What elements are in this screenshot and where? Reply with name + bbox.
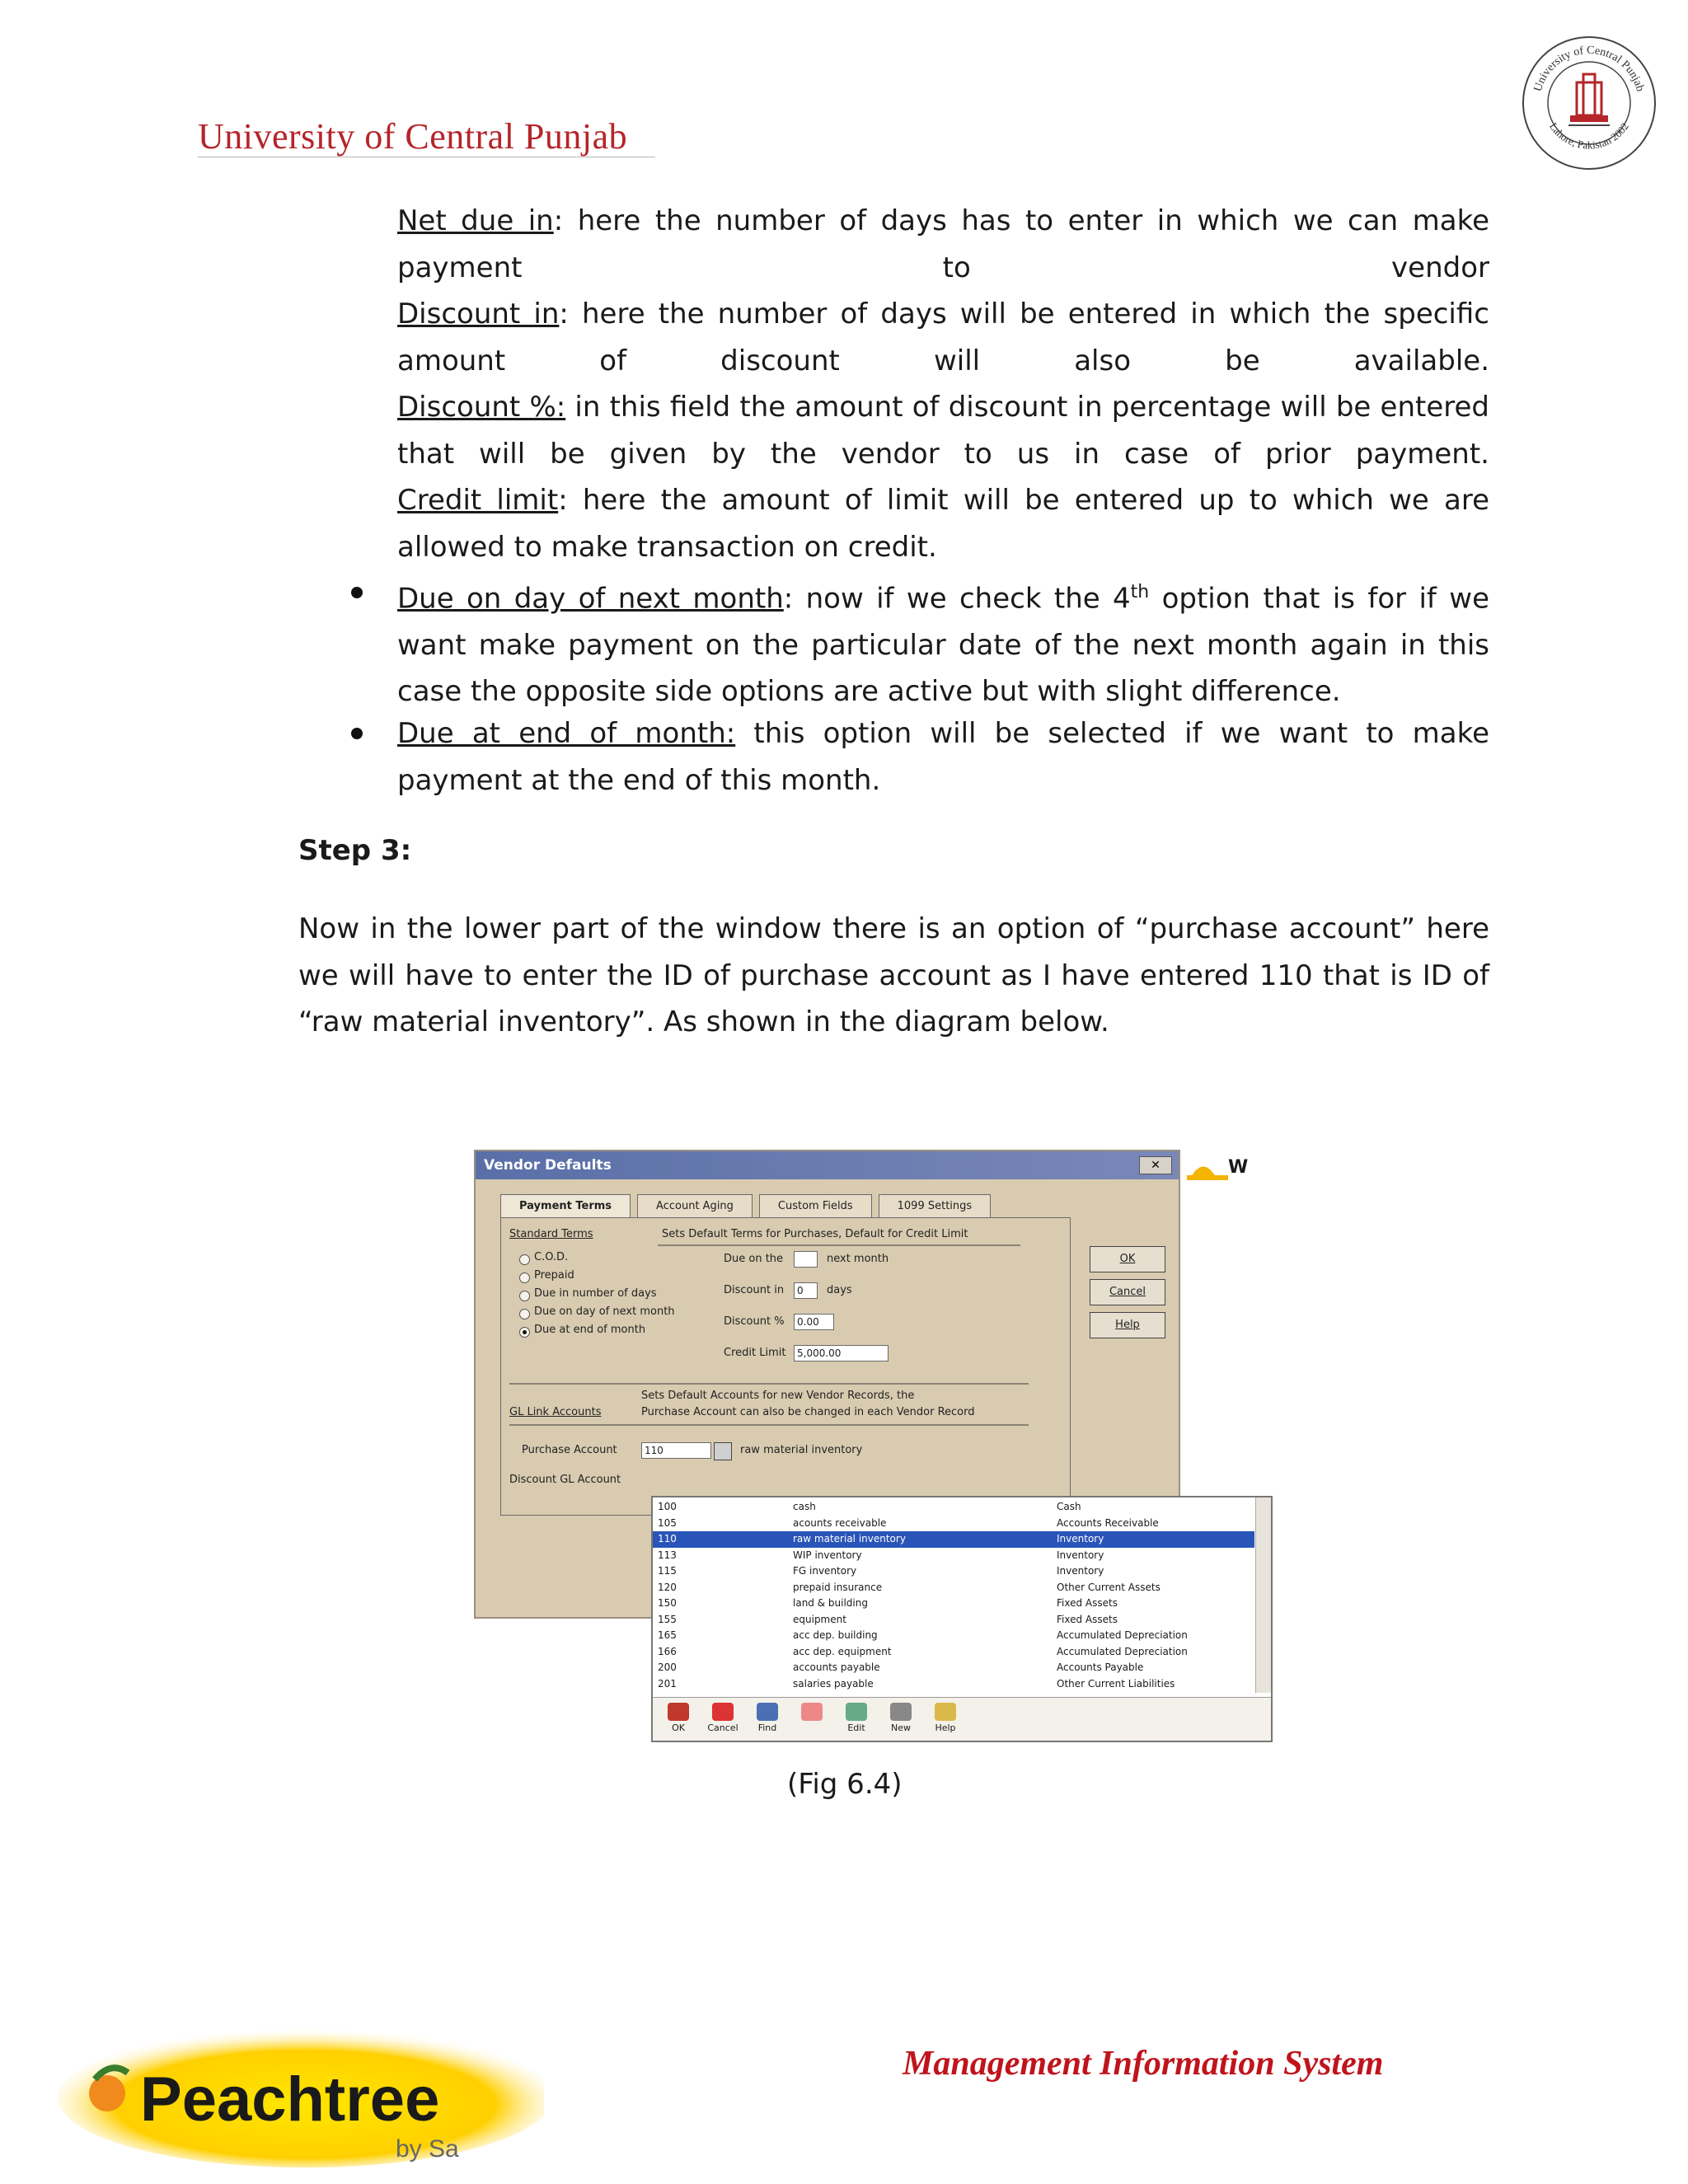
bullet-next-month: Due on day of next month: now if we check the 4th option that is for if we want make payment on the particular date of the next month again in this case the opposite side options are active but with slight difference. <box>397 582 1489 709</box>
account-id: 100 <box>658 1501 677 1512</box>
account-id: 165 <box>658 1629 677 1641</box>
discount-in-para: Discount in: here the number of days will be entered in which the specific amount of discount will also be available. <box>397 298 1489 377</box>
dropdown-toolbar <box>653 1697 1271 1741</box>
dropdown-row[interactable] <box>653 1580 1254 1596</box>
credit-limit-para: Credit limit: here the amount of limit will be entered up to which we are allowed to make transaction on credit. <box>397 484 1489 564</box>
divider <box>509 1383 1029 1385</box>
days-label: days <box>827 1284 852 1296</box>
net-due-para: Net due in: here the number of days has to enter in which we can make payment to vendor <box>397 204 1489 284</box>
step3-paragraph: Now in the lower part of the window there is an option of “purchase account” here we will have to enter the ID of purchase account as I have entered 110 that is ID of “raw material inventory”. As shown in the diagram below. <box>298 912 1489 1038</box>
account-type: Fixed Assets <box>1057 1613 1118 1625</box>
gl-link-label: GL Link Accounts <box>509 1406 602 1418</box>
dropdown-row[interactable] <box>653 1628 1254 1644</box>
credit-limit-label: Credit Limit <box>724 1347 786 1359</box>
account-id: 105 <box>658 1516 677 1529</box>
account-id: 120 <box>658 1581 677 1593</box>
dropdown-row[interactable] <box>653 1516 1254 1532</box>
account-id: 200 <box>658 1661 677 1673</box>
tab-custom-fields[interactable]: Custom Fields <box>759 1194 872 1218</box>
toolbar-new-button[interactable]: New <box>882 1703 920 1733</box>
help-button[interactable]: Help <box>1090 1312 1165 1338</box>
ok-button[interactable]: OK <box>1090 1246 1165 1272</box>
radio-due-next-month[interactable] <box>519 1309 530 1319</box>
radio-label: Prepaid <box>534 1269 574 1282</box>
dropdown-row[interactable] <box>653 1660 1254 1676</box>
account-id: 115 <box>658 1565 677 1577</box>
brand-partial: W <box>1228 1157 1249 1178</box>
discount-in-field[interactable]: 0 <box>794 1282 818 1299</box>
account-lookup-dropdown <box>651 1496 1273 1742</box>
radio-cod[interactable] <box>519 1254 530 1265</box>
payment-terms-panel <box>500 1217 1071 1516</box>
account-description: raw material inventory <box>793 1533 906 1544</box>
radio-due-end-month[interactable] <box>519 1327 530 1338</box>
account-type: Cash <box>1057 1501 1081 1512</box>
due-on-field[interactable] <box>794 1251 818 1268</box>
cancel-button[interactable]: Cancel <box>1090 1279 1165 1305</box>
account-description: salaries payable <box>793 1677 874 1690</box>
course-title: Management Information System <box>903 2045 1384 2083</box>
account-description: equipment <box>793 1613 846 1625</box>
credit-limit-field[interactable]: 5,000.00 <box>794 1345 889 1361</box>
next-month-label: next month <box>827 1253 889 1265</box>
account-description: acc dep. building <box>793 1629 878 1641</box>
vendor-defaults-figure <box>470 1146 1294 1739</box>
dropdown-row[interactable] <box>653 1531 1254 1548</box>
account-description: cash <box>793 1501 816 1512</box>
tab-payment-terms[interactable]: Payment Terms <box>500 1194 631 1218</box>
radio-label: Due at end of month <box>534 1324 646 1336</box>
purchase-account-label: Purchase Account <box>522 1444 617 1456</box>
purchase-account-field[interactable]: 110 <box>641 1442 711 1459</box>
svg-text:Lahore, Pakistan 2002: Lahore, Pakistan 2002 <box>1546 120 1631 152</box>
account-type: Accumulated Depreciation <box>1057 1645 1188 1657</box>
radio-label: C.O.D. <box>534 1251 569 1263</box>
discount-pct-para: Discount %: in this field the amount of discount in percentage will be entered that will be given by the vendor to us in case of prior payment. <box>397 391 1489 471</box>
tab-1099-settings[interactable]: 1099 Settings <box>879 1194 992 1218</box>
radio-label: Due in number of days <box>534 1287 657 1300</box>
purchase-account-desc: raw material inventory <box>740 1444 863 1456</box>
paragraph-definitions <box>397 198 1489 570</box>
account-type: Accounts Payable <box>1057 1661 1144 1673</box>
account-description: WIP inventory <box>793 1549 862 1561</box>
toolbar-help-button[interactable]: Help <box>926 1703 964 1733</box>
account-id: 150 <box>658 1597 677 1609</box>
standard-terms-desc: Sets Default Terms for Purchases, Default for Credit Limit <box>662 1228 968 1240</box>
account-type: Inventory <box>1057 1565 1104 1577</box>
divider <box>658 1244 1020 1246</box>
tab-account-aging[interactable]: Account Aging <box>637 1194 753 1218</box>
toolbar-edit-button[interactable]: Edit <box>837 1703 875 1733</box>
radio-due-in-days[interactable] <box>519 1291 530 1301</box>
account-type: Accumulated Depreciation <box>1057 1629 1188 1641</box>
dropdown-row[interactable] <box>653 1563 1254 1580</box>
account-type: Accounts Receivable <box>1057 1516 1159 1529</box>
close-icon[interactable]: ✕ <box>1139 1156 1172 1174</box>
bullet-end-of-month: Due at end of month: this option will be selected if we want to make payment at the end of this month. <box>397 717 1490 797</box>
dropdown-row[interactable] <box>653 1499 1254 1516</box>
gl-desc-1: Sets Default Accounts for new Vendor Records, the <box>641 1390 915 1402</box>
dropdown-row[interactable] <box>653 1612 1254 1629</box>
radio-prepaid[interactable] <box>519 1272 530 1283</box>
step3-heading: Step 3: <box>298 834 412 867</box>
figure-caption: (Fig 6.4) <box>787 1768 903 1801</box>
peachtree-brand-icon <box>1187 1152 1294 1185</box>
due-on-label: Due on the <box>724 1253 784 1265</box>
standard-terms-label: Standard Terms <box>509 1228 593 1240</box>
divider <box>509 1424 1029 1426</box>
toolbar-sort-button[interactable] <box>793 1703 831 1722</box>
discount-pct-label: Discount % <box>724 1315 785 1328</box>
peachtree-sub: by Sa <box>396 2135 459 2163</box>
university-title: University of Central Punjab <box>198 116 628 157</box>
toolbar-find-button[interactable]: Find <box>748 1703 786 1733</box>
account-type: Other Current Liabilities <box>1057 1677 1175 1690</box>
account-description: acounts receivable <box>793 1516 887 1529</box>
university-seal <box>1519 33 1659 173</box>
discount-in-label: Discount in <box>724 1284 785 1296</box>
account-id: 155 <box>658 1613 677 1625</box>
toolbar-cancel-button[interactable]: Cancel <box>704 1703 742 1733</box>
account-description: prepaid insurance <box>793 1581 883 1593</box>
window-title: Vendor Defaults <box>476 1151 1179 1179</box>
bullet-dot-1 <box>351 587 363 598</box>
gl-desc-2: Purchase Account can also be changed in each Vendor Record <box>641 1406 975 1418</box>
discount-pct-field[interactable]: 0.00 <box>794 1314 834 1330</box>
dropdown-scrollbar[interactable] <box>1255 1497 1271 1693</box>
discount-gl-label: Discount GL Account <box>509 1474 621 1486</box>
account-id: 110 <box>658 1533 677 1544</box>
toolbar-ok-button[interactable]: OK <box>659 1703 697 1733</box>
dropdown-row[interactable] <box>653 1676 1254 1693</box>
account-description: acc dep. equipment <box>793 1645 892 1657</box>
account-id: 166 <box>658 1645 677 1657</box>
account-type: Inventory <box>1057 1533 1104 1544</box>
peachtree-wordmark: Peachtree <box>140 2064 440 2135</box>
account-id: 113 <box>658 1549 677 1561</box>
bullet-dot-2 <box>351 728 363 739</box>
account-description: land & building <box>793 1597 868 1609</box>
lookup-icon[interactable] <box>714 1442 732 1460</box>
account-description: accounts payable <box>793 1661 880 1673</box>
dropdown-row[interactable] <box>653 1644 1254 1661</box>
peachtree-logo <box>49 2023 544 2172</box>
svg-text:University of Central Punjab: University of Central Punjab <box>1531 44 1647 93</box>
radio-label: Due on day of next month <box>534 1305 675 1318</box>
dropdown-row[interactable] <box>653 1596 1254 1612</box>
account-type: Other Current Assets <box>1057 1581 1160 1593</box>
account-type: Inventory <box>1057 1549 1104 1561</box>
account-description: FG inventory <box>793 1565 857 1577</box>
account-id: 201 <box>658 1677 677 1690</box>
dropdown-row[interactable] <box>653 1548 1254 1564</box>
tab-bar <box>500 1194 997 1218</box>
account-type: Fixed Assets <box>1057 1597 1118 1609</box>
